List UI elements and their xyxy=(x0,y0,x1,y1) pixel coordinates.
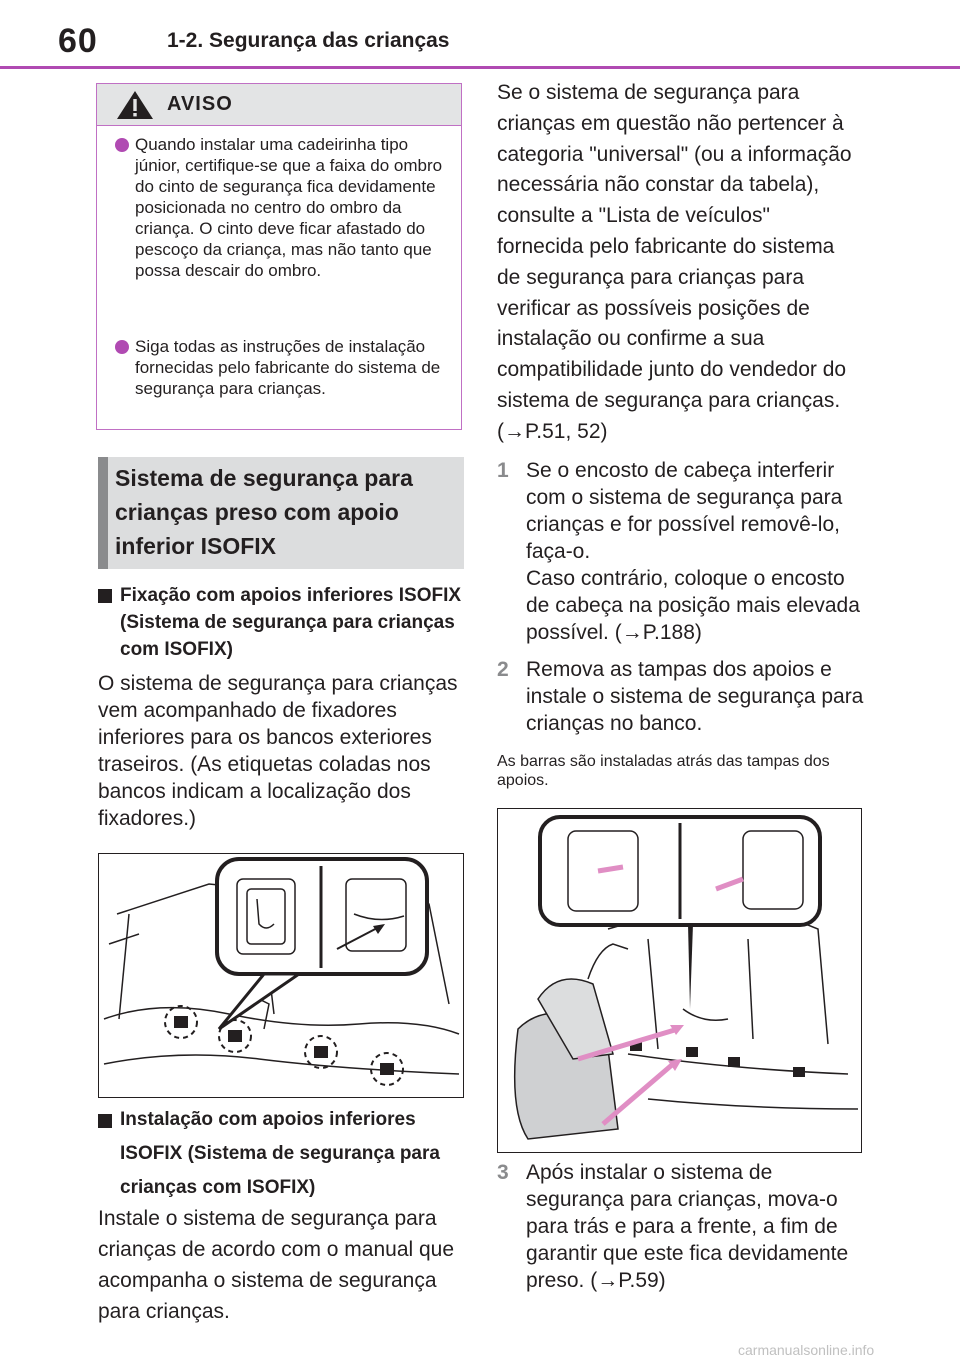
step-2: 2 Remova as tampas dos apoios e instale o sistema de segurança para crianças no banco. xyxy=(497,658,864,735)
heading-bar xyxy=(98,457,108,569)
square-bullet-icon xyxy=(98,589,112,603)
warning-header xyxy=(97,84,461,126)
bullet-icon xyxy=(115,138,129,152)
paragraph-fixation: O sistema de segurança para crianças vem acompanhado de fixadores inferiores para os bancos exteriores traseiros. (As etiquetas coladas nos bancos indicam a localização dos fixadores.) xyxy=(98,672,458,830)
warning-triangle-icon xyxy=(115,89,155,121)
note-bars: As barras são instaladas atrás das tampas dos apoios. xyxy=(497,753,830,789)
header-rule xyxy=(0,66,960,69)
bullet-icon xyxy=(115,340,129,354)
section-title: 1-2. Segurança das crianças xyxy=(167,29,450,52)
subheading-installation: Instalação com apoios inferiores ISOFIX (Sistema de segurança para crianças com ISOFIX) xyxy=(98,1103,464,1205)
illustration-child-seat-install xyxy=(497,808,862,1153)
page-number: 60 xyxy=(58,22,98,60)
step-1: 1 Se o encosto de cabeça interferir com o sistema de segurança para crianças e for possível removê-lo, faça-o. Caso contrário, coloque o encosto de cabeça na posição mais elevada possível. (→P.188) xyxy=(497,459,860,644)
footer-watermark: carmanualsonline.info xyxy=(738,1342,875,1358)
warning-box xyxy=(96,83,462,430)
section-heading-box xyxy=(98,457,464,569)
square-bullet-icon xyxy=(98,1114,112,1128)
illustration-seat-anchors xyxy=(98,853,464,1098)
paragraph-installation: Instale o sistema de segurança para crianças de acordo com o manual que acompanha o sistema de segurança para crianças. xyxy=(98,1207,455,1323)
warning-item: Quando instalar uma cadeirinha tipo júnior, certifique-se que a faixa do ombro do cinto de segurança fica devidamente posicionada no centro do ombro da criança. O cinto deve ficar afastado do pescoço da criança, mas não tanto que possa descair do ombro. xyxy=(115,134,445,281)
section-heading: Sistema de segurança para crianças preso com apoio inferior ISOFIX xyxy=(115,465,413,559)
subheading-fixation: Fixação com apoios inferiores ISOFIX (Sistema de segurança para crianças com ISOFIX) xyxy=(98,582,464,663)
warning-title: AVISO xyxy=(167,93,233,115)
paragraph-universal: Se o sistema de segurança para crianças em questão não pertencer à categoria "universal" (ou a informação necessária não constar da tabela), consulte a "Lista de veículos" fornecida pelo fabricante do sistema de segurança para crianças para verificar as possíveis posições de instalação ou confirme a sua compatibilidade junto do vendedor do sistema de segurança para crianças. (→P.51, 52) xyxy=(497,81,852,443)
warning-item: Siga todas as instruções de instalação fornecidas pelo fabricante do sistema de segurança para crianças. xyxy=(115,336,445,399)
step-3: 3 Após instalar o sistema de segurança para crianças, mova-o para trás e para a frente, a fim de garantir que este fica devidamente preso. (→P.59) xyxy=(497,1161,849,1292)
